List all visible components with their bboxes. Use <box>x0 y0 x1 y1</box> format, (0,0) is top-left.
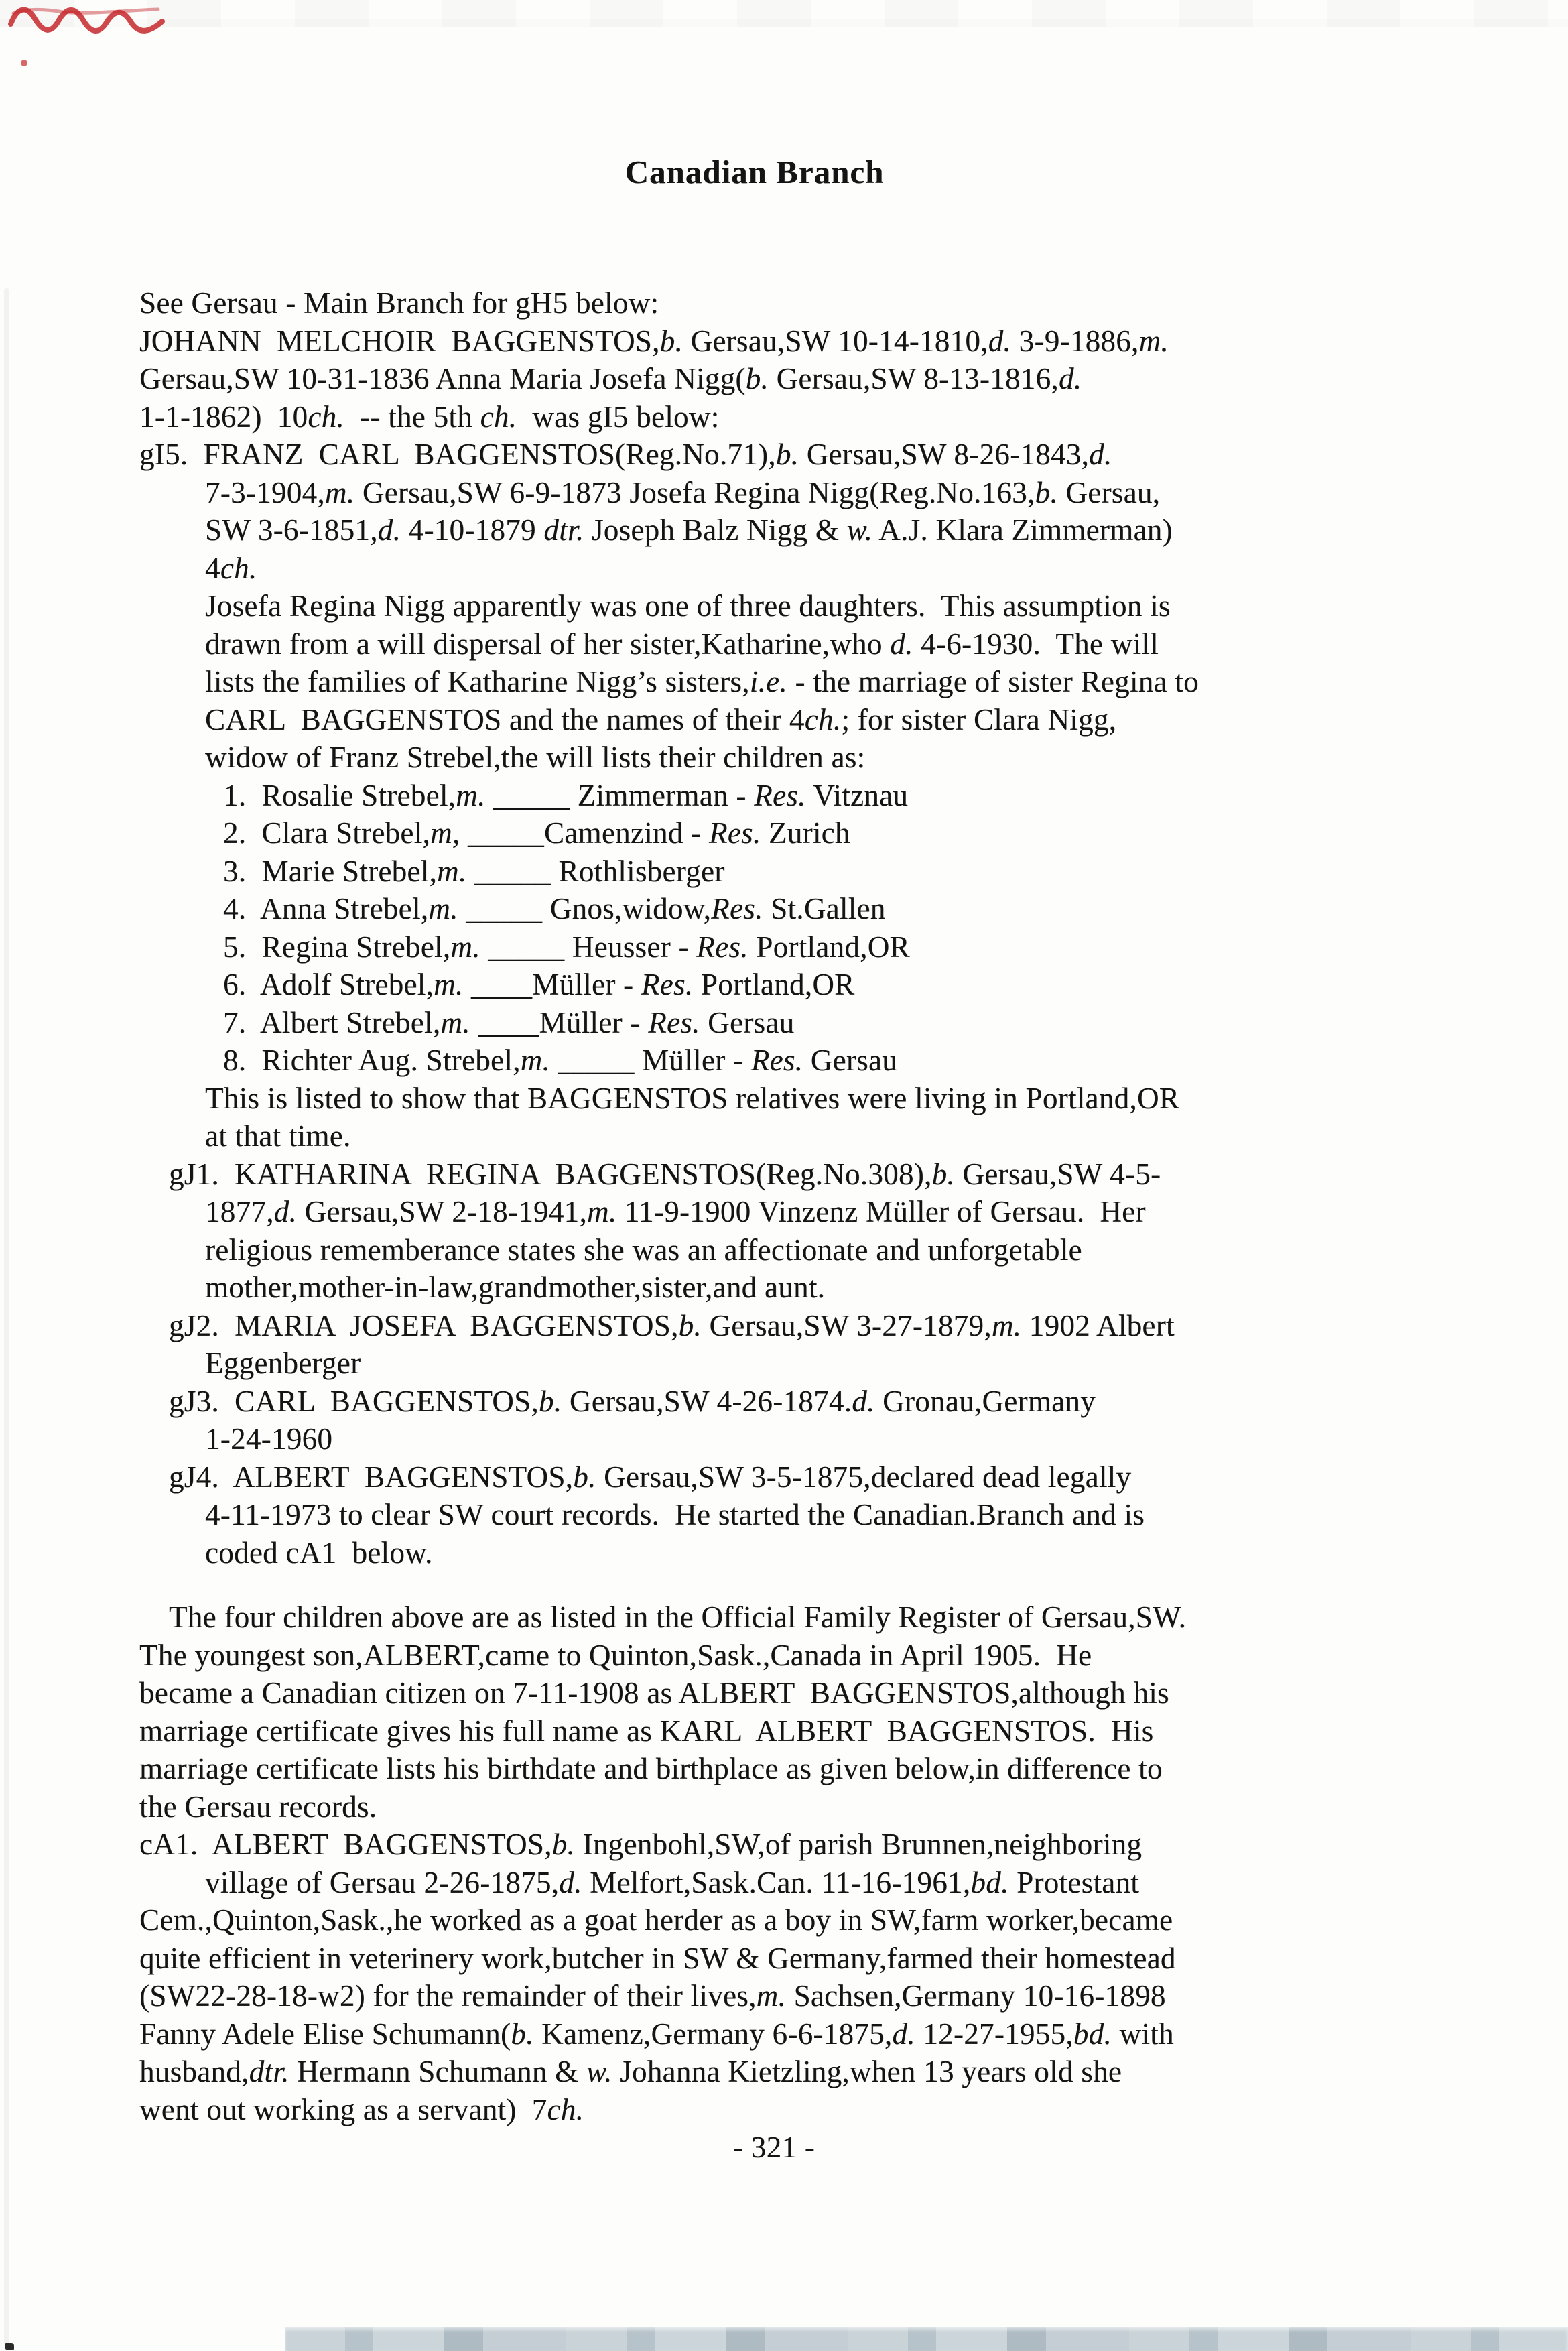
text-segment: was gI5 below: <box>517 399 720 434</box>
genealogy-abbrev-italic: Res. <box>750 1043 803 1077</box>
genealogy-abbrev-italic: b. <box>745 362 769 395</box>
text-segment: Kamenz,Germany 6-6-1875, <box>533 2017 893 2051</box>
text-line-26 <box>205 1231 1568 1269</box>
text-line-43 <box>139 1901 1568 1940</box>
genealogy-abbrev-italic: m. <box>587 1195 617 1228</box>
text-line-28 <box>169 1307 1568 1345</box>
text-segment: 1-24-1960 <box>205 1422 333 1456</box>
text-segment: Gersau,SW 3-5-1875,declared dead legally <box>596 1460 1132 1494</box>
text-line-19 <box>223 966 1568 1004</box>
red-pen-dot <box>21 60 27 66</box>
text-line-6 <box>205 474 1568 512</box>
text-segment: - the marriage of sister Regina to <box>787 665 1199 698</box>
text-line-30 <box>169 1383 1568 1421</box>
text-segment: with <box>1112 2017 1174 2051</box>
genealogy-abbrev-italic: ch. <box>220 551 257 585</box>
genealogy-abbrev-italic: d. <box>852 1384 875 1418</box>
genealogy-abbrev-italic: Res. <box>711 892 763 926</box>
genealogy-abbrev-italic: b. <box>678 1308 702 1342</box>
text-segment: husband, <box>139 2055 249 2088</box>
text-line-27 <box>205 1269 1568 1307</box>
text-segment: The youngest son,ALBERT,came to Quinton,Sask.,Canada in April 1905. He <box>139 1638 1092 1672</box>
text-segment: marriage certificate gives his full name as KARL ALBERT BAGGENSTOS. His <box>139 1714 1154 1748</box>
text-segment: 11-9-1900 Vinzenz Müller of Gersau. Her <box>616 1195 1146 1228</box>
genealogy-abbrev-italic: Res. <box>648 1005 700 1039</box>
text-segment: St.Gallen <box>763 892 886 926</box>
text-line-36 <box>139 1637 1568 1675</box>
text-segment: _____ Zimmerman - <box>485 778 755 812</box>
genealogy-abbrev-italic: b. <box>931 1157 955 1191</box>
genealogy-abbrev-italic: d. <box>273 1195 298 1228</box>
text-line-37 <box>139 1674 1568 1712</box>
text-line-21 <box>223 1041 1568 1080</box>
genealogy-abbrev-italic: d. <box>377 513 401 547</box>
text-segment: CARL BAGGENSTOS and the names of their 4 <box>205 702 805 737</box>
text-line-10 <box>205 625 1568 663</box>
text-segment: 6. Adolf Strebel, <box>223 968 434 1001</box>
text-line-15 <box>223 814 1568 852</box>
text-line-7 <box>205 511 1568 550</box>
text-segment: Sachsen,Germany 10-16-1898 <box>786 1979 1166 2013</box>
text-line-35 <box>169 1598 1568 1637</box>
genealogy-abbrev-italic: m. <box>437 854 467 888</box>
text-segment: A.J. Klara Zimmerman) <box>872 513 1173 547</box>
text-segment: ____Müller - <box>470 1005 649 1039</box>
text-segment: 4-6-1930. The will <box>913 627 1159 661</box>
text-segment: 4 <box>205 551 220 585</box>
genealogy-abbrev-italic: Res. <box>754 778 806 812</box>
genealogy-abbrev-italic: d. <box>559 1865 582 1899</box>
text-segment: gI5. FRANZ CARL BAGGENSTOS(Reg.No.71), <box>139 438 776 471</box>
text-segment: lists the families of Katharine Nigg’s sisters, <box>205 665 750 698</box>
genealogy-abbrev-italic: d. <box>988 324 1012 358</box>
text-segment: Hermann Schumann & <box>289 2055 587 2088</box>
genealogy-abbrev-italic: ch. <box>480 399 517 434</box>
text-segment: 1. Rosalie Strebel, <box>223 778 456 812</box>
text-segment: (SW22-28-18-w2) for the remainder of their lives, <box>139 1979 757 2013</box>
text-segment: at that time. <box>205 1119 351 1153</box>
text-segment: Gersau,SW 6-9-1873 Josefa Regina Nigg(Reg.No.163, <box>354 475 1035 509</box>
genealogy-abbrev-italic: b. <box>573 1460 596 1494</box>
genealogy-abbrev-italic: ch. <box>308 399 344 434</box>
text-segment: drawn from a will dispersal of her sister,Katharine,who <box>205 627 891 661</box>
text-segment: mother,mother-in-law,grandmother,sister,and aunt. <box>205 1271 826 1304</box>
text-line-41 <box>139 1826 1568 1864</box>
page-title: Canadian Branch <box>625 153 885 190</box>
text-line-39 <box>139 1750 1568 1788</box>
text-segment: 1877, <box>205 1195 274 1228</box>
text-segment: marriage certificate lists his birthdate and birthplace as given below,in difference to <box>139 1752 1163 1785</box>
page-number <box>0 2128 1548 2167</box>
text-segment: 4. Anna Strebel, <box>223 892 429 926</box>
genealogy-abbrev-italic: m. <box>991 1308 1022 1342</box>
text-segment: -- the 5th <box>344 399 480 434</box>
text-line-3 <box>139 360 1568 398</box>
text-line-11 <box>205 663 1568 701</box>
text-line-9 <box>205 587 1568 625</box>
genealogy-abbrev-italic: m. <box>1138 324 1169 358</box>
text-line-25 <box>205 1193 1568 1231</box>
text-segment: Johanna Kietzling,when 13 years old she <box>612 2055 1122 2088</box>
text-segment: Eggenberger <box>205 1346 361 1380</box>
text-line-8 <box>205 550 1568 588</box>
text-segment: Melfort,Sask.Can. 11-16-1961, <box>582 1865 971 1899</box>
genealogy-abbrev-italic: Res. <box>696 930 748 964</box>
text-segment: Cem.,Quinton,Sask.,he worked as a goat herder as a boy in SW,farm worker,became <box>139 1903 1173 1937</box>
text-segment: Gersau,SW 3-27-1879, <box>701 1308 992 1342</box>
genealogy-abbrev-italic: m. <box>440 1005 470 1039</box>
text-segment: Gersau <box>700 1005 795 1039</box>
genealogy-abbrev-italic: b. <box>1035 475 1058 509</box>
text-segment: - 321 - <box>732 2131 815 2164</box>
text-line-32 <box>169 1458 1568 1497</box>
text-segment: _____ Gnos,widow, <box>458 892 712 926</box>
text-line-34 <box>205 1534 1568 1572</box>
text-line-1 <box>139 284 1568 322</box>
text-segment: 7. Albert Strebel, <box>223 1005 441 1039</box>
text-line-2 <box>139 322 1568 361</box>
text-segment: became a Canadian citizen on 7-11-1908 as ALBERT BAGGENSTOS,although his <box>139 1676 1169 1710</box>
text-segment: Gersau,SW 8-26-1843, <box>799 438 1090 471</box>
text-segment: See Gersau - Main Branch for gH5 below: <box>139 286 659 320</box>
body-text-column <box>0 284 1568 2167</box>
text-segment: This is listed to show that BAGGENSTOS relatives were living in Portland,OR <box>205 1081 1180 1115</box>
genealogy-abbrev-italic: dtr. <box>249 2055 289 2088</box>
genealogy-abbrev-italic: m. <box>456 778 486 812</box>
genealogy-abbrev-italic: Res. <box>641 968 694 1001</box>
text-line-5 <box>139 436 1568 474</box>
scan-texture-top-band <box>0 0 1568 27</box>
text-segment: Portland,OR <box>693 968 855 1001</box>
genealogy-abbrev-italic: bd. <box>1073 2017 1112 2051</box>
text-line-17 <box>223 890 1568 928</box>
text-segment: coded cA1 below. <box>205 1535 433 1570</box>
text-segment: Josefa Regina Nigg apparently was one of three daughters. This assumption is <box>205 589 1171 623</box>
genealogy-abbrev-italic: m. <box>324 475 355 509</box>
genealogy-abbrev-italic: d. <box>1058 362 1082 395</box>
genealogy-abbrev-italic: w. <box>846 513 873 547</box>
genealogy-abbrev-italic: d. <box>892 2017 915 2051</box>
text-segment: Gersau,SW 8-13-1816, <box>769 362 1059 395</box>
bottom-left-speck <box>5 2343 14 2350</box>
text-segment: Gersau, <box>1057 475 1161 509</box>
text-line-31 <box>205 1420 1568 1458</box>
text-segment: quite efficient in veterinery work,butcher in SW & Germany,farmed their homestead <box>139 1941 1176 1975</box>
text-segment: the Gersau records. <box>139 1789 377 1824</box>
text-segment: Gersau,SW 2-18-1941, <box>297 1195 588 1228</box>
text-segment: religious rememberance states she was an affectionate and unforgetable <box>205 1232 1082 1267</box>
text-segment: Gersau,SW 4-5- <box>954 1157 1161 1191</box>
text-line-42 <box>205 1864 1568 1902</box>
genealogy-abbrev-italic: m. <box>450 930 480 964</box>
text-line-45 <box>139 1977 1568 2015</box>
text-segment: JOHANN MELCHOIR BAGGENSTOS, <box>139 324 660 358</box>
text-segment: 2. Clara Strebel, <box>223 816 431 850</box>
text-segment: gJ3. CARL BAGGENSTOS, <box>169 1384 539 1418</box>
text-line-22 <box>205 1080 1568 1118</box>
genealogy-abbrev-italic: m. <box>434 968 464 1001</box>
text-segment: Gersau,SW 10-14-1810, <box>683 324 988 358</box>
text-segment: The four children above are as listed in the Official Family Register of Gersau,SW. <box>169 1600 1187 1634</box>
genealogy-abbrev-italic: w. <box>586 2055 612 2088</box>
text-segment: 8. Richter Aug. Strebel, <box>223 1043 521 1077</box>
text-segment: Gersau,SW 4-26-1874. <box>562 1384 852 1418</box>
text-segment: Gersau <box>803 1043 898 1077</box>
text-segment: _____ Müller - <box>550 1043 751 1077</box>
text-segment: Gronau,Germany <box>874 1384 1096 1418</box>
text-line-18 <box>223 928 1568 966</box>
text-line-16 <box>223 852 1568 891</box>
genealogy-abbrev-italic: b. <box>511 2017 534 2051</box>
genealogy-abbrev-italic: m. <box>756 1979 787 2013</box>
text-segment: gJ1. KATHARINA REGINA BAGGENSTOS(Rеg.No.308), <box>169 1157 932 1191</box>
text-segment: Protestant <box>1008 1865 1140 1899</box>
genealogy-abbrev-italic: Res. <box>709 816 761 850</box>
red-pen-scribble <box>7 1 168 75</box>
text-segment: Fanny Adele Elise Schumann( <box>139 2017 511 2051</box>
text-line-46 <box>139 2015 1568 2053</box>
genealogy-abbrev-italic: m. <box>428 892 458 926</box>
text-segment: village of Gersau 2-26-1875, <box>205 1865 560 1899</box>
text-segment: _____Camenzind - <box>460 816 709 850</box>
text-line-4 <box>139 398 1568 436</box>
text-segment: Joseph Balz Nigg & <box>584 513 847 547</box>
genealogy-abbrev-italic: b. <box>775 438 799 471</box>
text-segment: gJ4. ALBERT BAGGENSTOS, <box>169 1460 574 1494</box>
text-line-14 <box>223 777 1568 815</box>
genealogy-abbrev-italic: b. <box>659 324 683 358</box>
text-line-13 <box>205 739 1568 777</box>
text-line-12 <box>205 701 1568 739</box>
text-segment: 5. Regina Strebel, <box>223 930 451 964</box>
text-segment: 7-3-1904, <box>205 475 325 509</box>
text-line-23 <box>205 1117 1568 1155</box>
text-line-29 <box>205 1344 1568 1383</box>
genealogy-abbrev-italic: b. <box>538 1384 562 1418</box>
text-segment: ____Müller - <box>463 968 641 1001</box>
text-line-40 <box>139 1788 1568 1826</box>
text-segment: SW 3-6-1851, <box>205 513 378 547</box>
text-segment: 1-1-1862) 10 <box>139 399 308 434</box>
text-segment: widow of Franz Strebel,the will lists their children as: <box>205 741 866 774</box>
text-line-48 <box>139 2091 1568 2129</box>
genealogy-abbrev-italic: ch. <box>547 2092 584 2126</box>
text-segment: 3. Marie Strebel, <box>223 854 438 888</box>
scanner-artifact-bar <box>285 2327 1568 2351</box>
text-segment: Portland,OR <box>748 930 910 964</box>
text-segment: _____ Heusser - <box>480 930 697 964</box>
genealogy-abbrev-italic: ch. <box>804 702 842 737</box>
text-segment: Zurich <box>761 816 850 850</box>
text-segment: Gersau,SW 10-31-1836 Anna Maria Josefa Nigg( <box>139 362 746 395</box>
text-segment: went out working as a servant) 7 <box>139 2092 547 2126</box>
text-line-44 <box>139 1940 1568 1978</box>
genealogy-abbrev-italic: m, <box>430 816 460 850</box>
text-segment: Vitznau <box>805 778 909 812</box>
text-segment: 12-27-1955, <box>915 2017 1073 2051</box>
text-segment: cA1. ALBERT BAGGENSTOS, <box>139 1828 552 1861</box>
text-line-47 <box>139 2053 1568 2091</box>
text-line-33 <box>205 1496 1568 1534</box>
genealogy-abbrev-italic: dtr. <box>543 513 584 547</box>
text-segment: _____ Rothlisberger <box>466 854 725 888</box>
text-segment: 3-9-1886, <box>1011 324 1139 358</box>
genealogy-abbrev-italic: b. <box>551 1828 576 1861</box>
text-segment: gJ2. MARIA JOSEFA BAGGENSTOS, <box>169 1308 679 1342</box>
text-segment: 4-11-1973 to clear SW court records. He started the Canadian.Branch and is <box>205 1498 1145 1531</box>
text-line-38 <box>139 1712 1568 1751</box>
genealogy-abbrev-italic: m. <box>520 1043 551 1077</box>
text-segment: 1902 Albert <box>1021 1308 1175 1342</box>
text-segment: 4-10-1879 <box>401 513 544 547</box>
red-pen-faint-stroke <box>13 9 158 13</box>
genealogy-abbrev-italic: d. <box>1089 438 1112 471</box>
text-segment: ; for sister Clara Nigg, <box>841 702 1117 737</box>
text-line-24 <box>169 1155 1568 1194</box>
text-segment: Ingenbohl,SW,of parish Brunnen,neighboring <box>575 1828 1142 1861</box>
text-line-20 <box>223 1004 1568 1042</box>
genealogy-abbrev-italic: i.e. <box>749 665 787 698</box>
genealogy-abbrev-italic: bd. <box>970 1865 1009 1899</box>
genealogy-abbrev-italic: d. <box>890 627 913 661</box>
